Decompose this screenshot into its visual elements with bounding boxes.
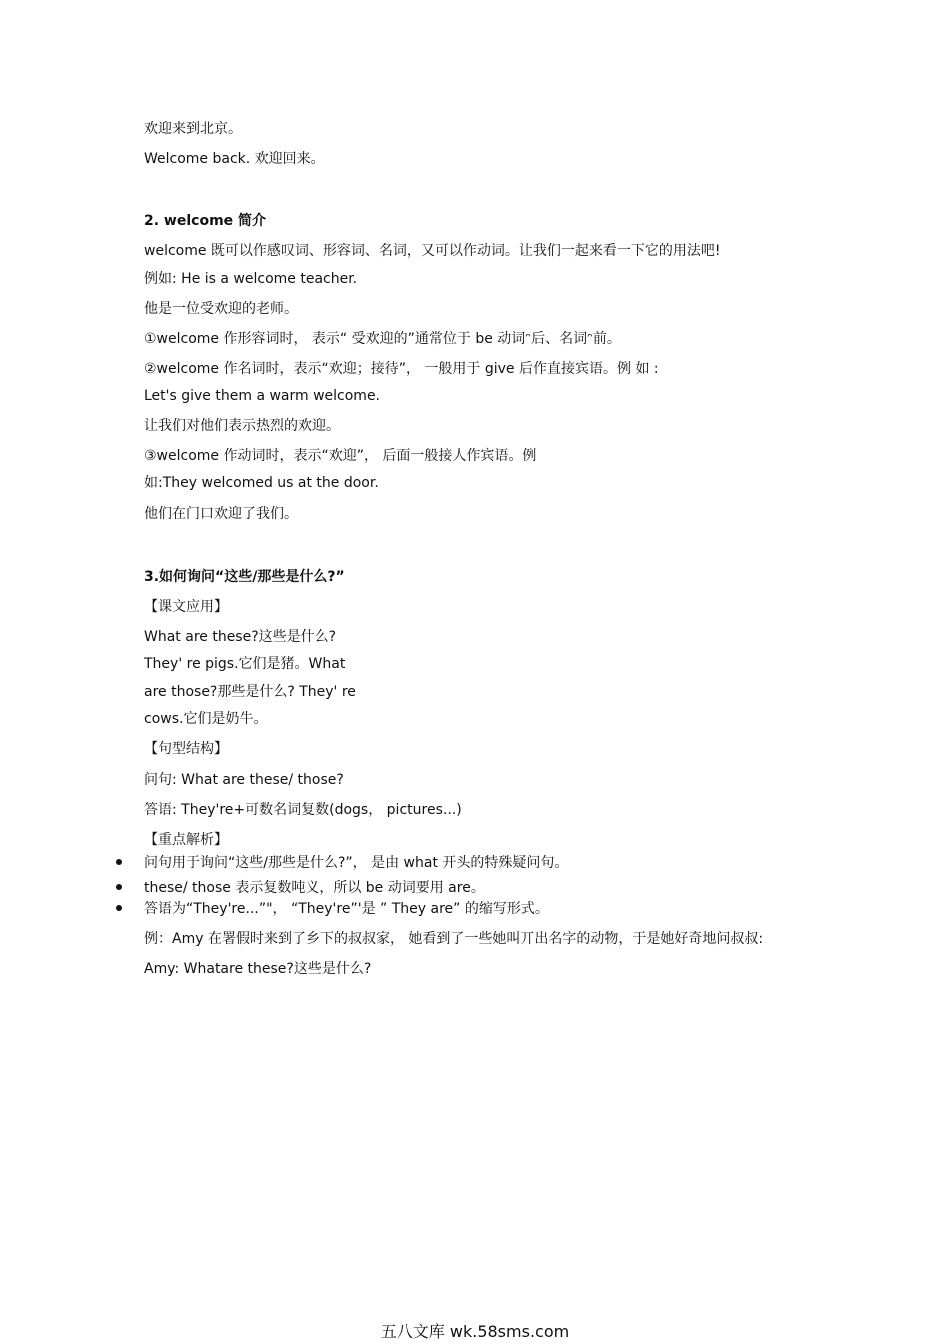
text-line: ①welcome 作形容词时， 表示“ 受欢迎的”通常位于 be 动词ᵔ后、名词ᵔ前。 xyxy=(144,331,621,347)
text-line: What are these?这些是什么? xyxy=(144,629,337,645)
subsection-label: 【课文应用】 xyxy=(144,599,228,615)
text-line: They' re pigs.它们是猪。What xyxy=(144,656,346,672)
text-line: 例：Amy 在署假时来到了乡下的叔叔家， 她看到了一些她叫丌出名字的动物，于是她好奇地问叔叔: xyxy=(144,931,764,947)
bullet-item: 问句用于询问“这些/那些是什么?”， 是由 what 开头的特殊疑问句。 xyxy=(144,855,569,871)
subsection-label: 【句型结构】 xyxy=(144,741,228,757)
text-line: cows.它们是奶牛。 xyxy=(144,711,268,727)
text-line: 他们在门口欢迎了我们。 xyxy=(144,506,298,522)
text-line: are those?那些是什么? They' re xyxy=(144,684,356,700)
text-line: Let's give them a warm welcome. xyxy=(144,388,381,404)
text-line: welcome 既可以作感叹词、形容词、名词，又可以作动词。让我们一起来看一下它的用法吧! xyxy=(144,243,721,259)
text-line: ②welcome 作名词时，表示“欢迎；接待”， 一般用于 give 后作直接宾语。例 如 : xyxy=(144,361,659,377)
bullet-icon xyxy=(116,884,122,890)
text-line: 欢迎来到北京。 xyxy=(144,121,242,137)
bullet-icon xyxy=(116,905,122,911)
text-line: ③welcome 作动词时，表示“欢迎”， 后面一般接人作宾语。例 xyxy=(144,448,537,464)
bullet-item: these/ those 表示复数吨义，所以 be 动词要用 are。 xyxy=(144,880,485,896)
text-line: 他是一位受欢迎的老师。 xyxy=(144,301,298,317)
text-line: 答语: They're+可数名词复数(dogs， pictures...) xyxy=(144,802,462,818)
text-line: 如:They welcomed us at the door. xyxy=(144,475,379,491)
section-heading-welcome-intro: 2. welcome 简介 xyxy=(144,213,267,229)
text-line: 问句: What are these/ those? xyxy=(144,772,344,788)
bullet-item: 答语为“They're...”"， “They're”'是 ” They are” 的缩写形式。 xyxy=(144,901,549,917)
subsection-label: 【重点解析】 xyxy=(144,832,228,848)
text-line: Welcome back. 欢迎回来。 xyxy=(144,151,325,167)
text-line: 让我们对他们表示热烈的欢迎。 xyxy=(144,418,340,434)
text-line: Amy: Whatare these?这些是什么? xyxy=(144,961,372,977)
page-footer: 五八文库 wk.58sms.com xyxy=(380,1322,570,1341)
section-heading-what-are-these: 3.如何询问“这些/那些是什么?” xyxy=(144,569,345,585)
bullet-icon xyxy=(116,859,122,865)
text-line: 例如: He is a welcome teacher. xyxy=(144,271,358,287)
